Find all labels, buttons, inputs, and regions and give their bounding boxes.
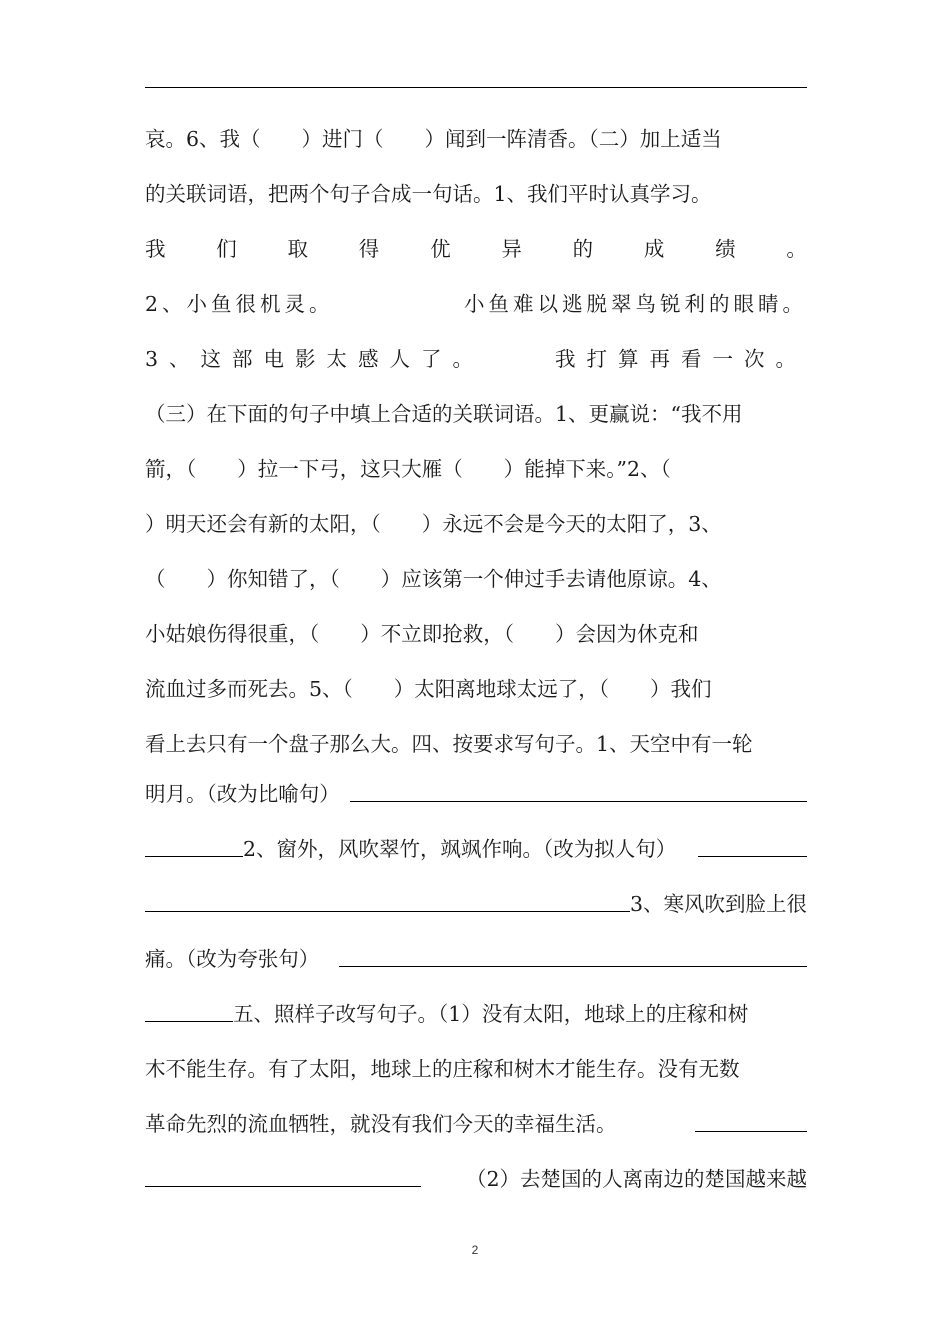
answer-blank[interactable]	[145, 889, 630, 912]
text-line: 小姑娘伤得很重，（ ）不立即抢救，（ ）会因为休克和	[145, 622, 699, 646]
char: 们	[216, 237, 237, 261]
text-line: 哀。6、我（ ）进门（ ）闻到一阵清香。（二）加上适当	[145, 127, 722, 151]
answer-blank[interactable]	[145, 1164, 421, 1187]
sentence: 我打算再看一次。	[555, 347, 807, 371]
char: 我	[145, 237, 166, 261]
text-line	[145, 944, 807, 974]
text-line: （ ）你知错了，（ ）应该第一个伸过手去请他原谅。4、	[145, 567, 722, 591]
answer-blank[interactable]	[145, 999, 233, 1022]
char: 的	[572, 237, 594, 261]
top-rule	[145, 87, 807, 88]
text-line: ）明天还会有新的太阳，（ ）永远不会是今天的太阳了，3、	[145, 512, 722, 536]
text-line: 流血过多而死去。5、（ ）太阳离地球太远了，（ ）我们	[145, 677, 712, 701]
text-line	[145, 889, 807, 919]
text-line: 箭，（ ）拉一下弓，这只大雁（ ）能掉下来。”2、（	[145, 457, 671, 481]
char: 取	[287, 237, 309, 261]
prompt-text: 2、窗外，风吹翠竹，飒飒作响。（改为拟人句）	[243, 837, 677, 861]
text-line	[145, 1109, 807, 1139]
char: 优	[430, 237, 451, 261]
sentence: 3、这部电影太感人了。	[145, 347, 485, 371]
prompt-text: 革命先烈的流血牺牲，就没有我们今天的幸福生活。	[145, 1112, 617, 1136]
prompt-text: 3、寒风吹到脸上很	[629, 892, 807, 916]
sentence: 2、小鱼很机灵。	[145, 292, 334, 316]
text-line: 看上去只有一个盘子那么大。四、按要求写句子。1、天空中有一轮	[145, 732, 753, 756]
text-line-justified	[145, 344, 807, 374]
text-line	[145, 834, 807, 864]
text-line	[145, 779, 807, 809]
text-line: 木不能生存。有了太阳，地球上的庄稼和树木才能生存。没有无数	[145, 1057, 740, 1081]
char: 成	[643, 237, 665, 261]
char: 得	[358, 237, 380, 261]
page-number: 2	[471, 1243, 479, 1257]
answer-blank[interactable]	[695, 1109, 807, 1132]
text-line-justified	[145, 234, 807, 264]
text-line-justified	[145, 289, 807, 319]
text-line	[145, 1164, 807, 1194]
answer-blank[interactable]	[698, 834, 807, 857]
answer-blank[interactable]	[339, 944, 807, 967]
text-line: 的关联词语，把两个句子合成一句话。1、我们平时认真学习。	[145, 182, 712, 206]
char: 异	[501, 237, 522, 261]
prompt-text: 痛。（改为夸张句）	[145, 947, 320, 971]
text-line: （三）在下面的句子中填上合适的关联词语。1、更赢说：“我不用	[145, 402, 743, 426]
answer-blank[interactable]	[350, 779, 807, 802]
prompt-text: 五、照样子改写句子。（1）没有太阳，地球上的庄稼和树	[233, 1002, 749, 1026]
prompt-text: 明月。（改为比喻句）	[145, 782, 340, 806]
char: 绩	[715, 237, 736, 261]
answer-blank[interactable]	[145, 834, 243, 857]
prompt-text: （2）去楚国的人离南边的楚国越来越	[465, 1167, 807, 1191]
text-line	[145, 999, 807, 1029]
sentence: 小鱼难以逃脱翠鸟锐利的眼睛。	[464, 292, 807, 316]
char: 。	[786, 237, 807, 261]
